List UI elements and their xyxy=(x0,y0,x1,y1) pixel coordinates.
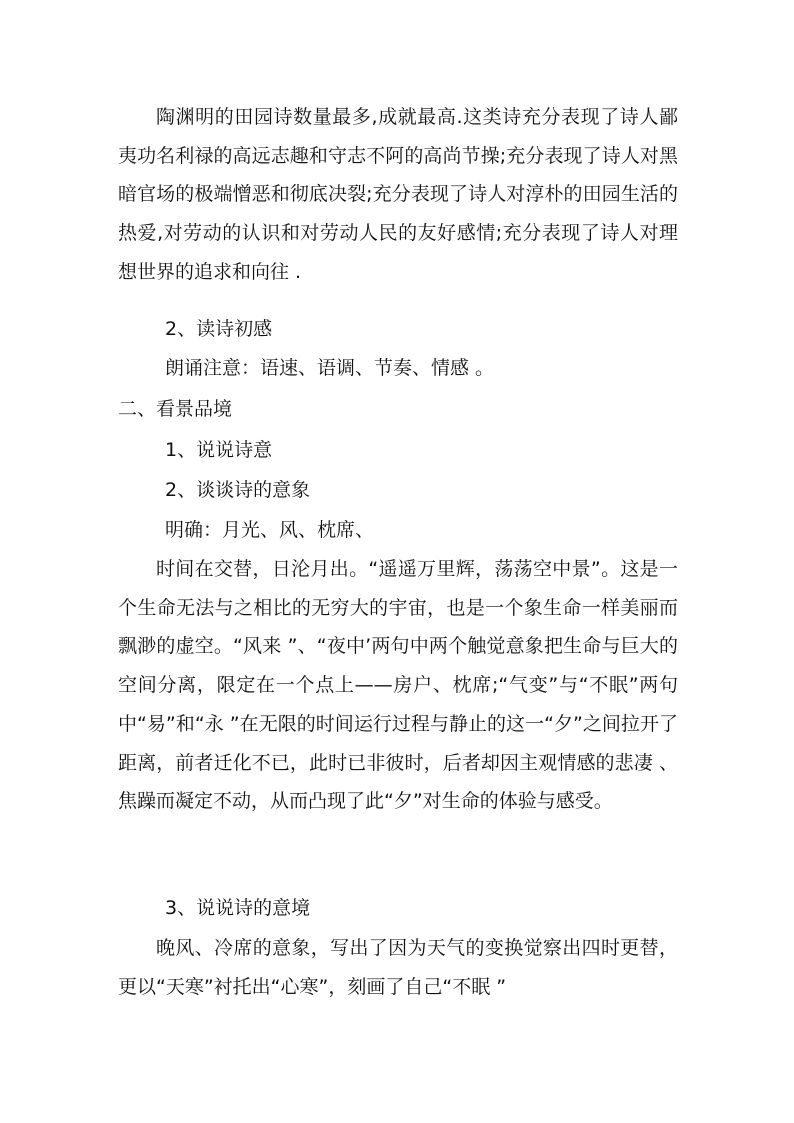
heading-poem-imagery: 2、谈谈诗的意象 xyxy=(165,479,311,501)
paragraph-mood-analysis: 晚风、冷席的意象，写出了因为天气的变换觉察出四时更替，更以“天寒”衬托出“心寒”，刻画了自己“不眠 ” xyxy=(118,937,678,998)
section-heading-scenery: 二、看景品境 xyxy=(118,398,233,420)
line-imagery-answer: 明确：月光、风、枕席、 xyxy=(165,519,375,541)
line-recitation-notes: 朗诵注意：语速、语调、节奏、情感 。 xyxy=(165,357,495,379)
paragraph-time-space-analysis: 时间在交替，日沦月出。“遥遥万里辉，荡荡空中景”。这是一个生命无法与之相比的无穷大的宇宙，也是一个象生命一样美丽而飘渺的虚空。“风来 ”、“夜中’两句中两个触觉意象把生命与巨大的空间分离，限定在一个点上——房户、枕席;“气变”与“不眠”两句中“易”和“永 ”在无限的时间运行过程与静止的这一“夕”之间拉开了距离，前者迁化不已，此时已非彼时，后者却因主观情感的悲凄 、焦躁而凝定不动，从而凸现了此“夕”对生命的体验与感受。 xyxy=(118,558,678,813)
heading-poem-meaning: 1、说说诗意 xyxy=(165,439,273,461)
heading-poem-mood: 3、说说诗的意境 xyxy=(165,897,311,919)
heading-read-poem: 2、读诗初感 xyxy=(165,318,273,340)
paragraph-tianyuan-poetry: 陶渊明的田园诗数量最多,成就最高.这类诗充分表现了诗人鄙夷功名利禄的高远志趣和守志不阿的高尚节操;充分表现了诗人对黑暗官场的极端憎恶和彻底决裂;充分表现了诗人对淳朴的田园生活的热爱,对劳动的认识和对劳动人民的友好感情;充分表现了诗人对理想世界的追求和向往 . xyxy=(118,106,678,283)
